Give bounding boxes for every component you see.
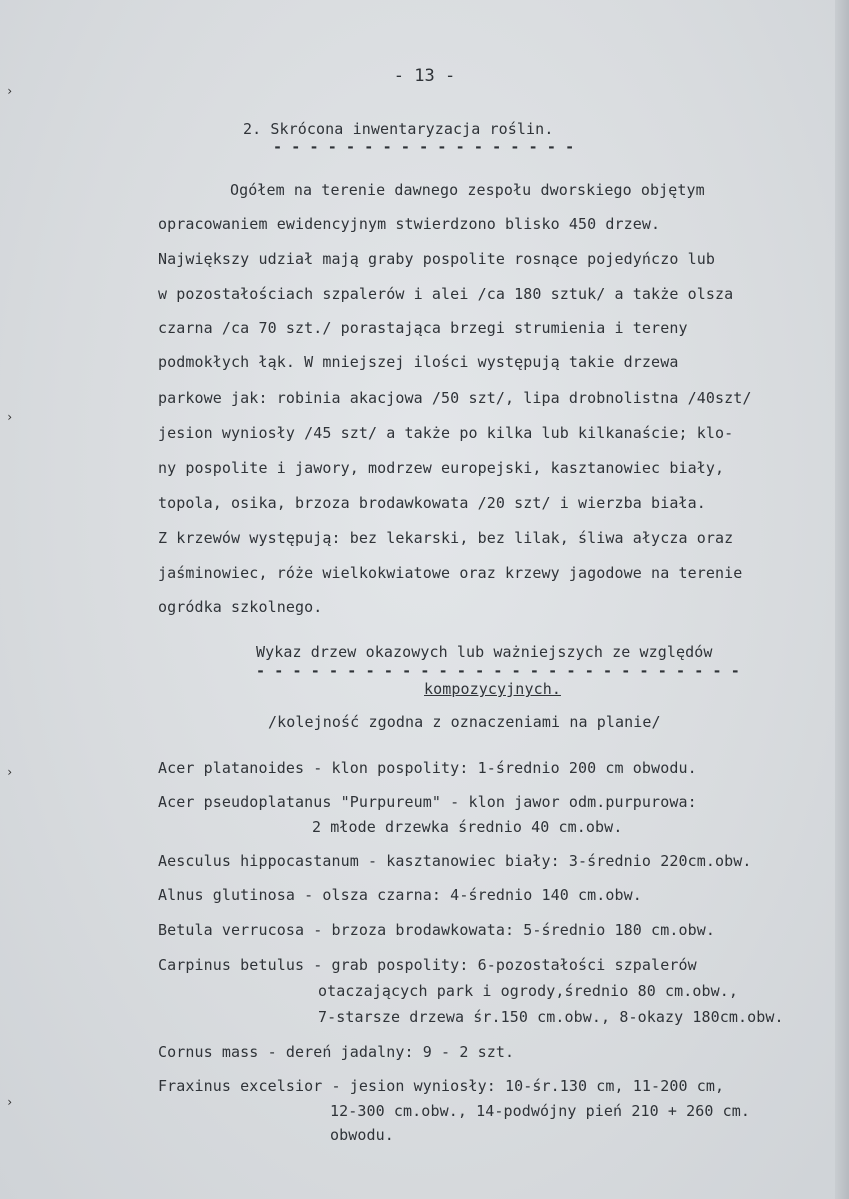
paragraph-line: podmokłych łąk. W mniejszej ilości występują takie drzewa bbox=[158, 353, 679, 371]
species-entry: Fraxinus excelsior - jesion wyniosły: 10-śr.130 cm, 11-200 cm, bbox=[158, 1077, 725, 1095]
section-heading-rule: - - - - - - - - - - - - - - - - - bbox=[273, 138, 575, 156]
paragraph-line: w pozostałościach szpalerów i alei /ca 180 sztuk/ a także olsza bbox=[158, 285, 734, 303]
list-title-continued: kompozycyjnych. bbox=[424, 680, 561, 698]
paragraph-line: ny pospolite i jawory, modrzew europejski, kasztanowiec biały, bbox=[158, 459, 725, 477]
species-entry-continued: obwodu. bbox=[330, 1126, 394, 1144]
species-entry-continued: 7-starsze drzewa śr.150 cm.obw., 8-okazy 180cm.obw. bbox=[318, 1008, 784, 1026]
list-title: Wykaz drzew okazowych lub ważniejszych ze względów bbox=[256, 643, 713, 661]
paragraph-line: ogródka szkolnego. bbox=[158, 598, 323, 616]
species-entry: Betula verrucosa - brzoza brodawkowata: 5-średnio 180 cm.obw. bbox=[158, 921, 715, 939]
species-entry: Aesculus hippocastanum - kasztanowiec biały: 3-średnio 220cm.obw. bbox=[158, 852, 752, 870]
species-entry-continued: 12-300 cm.obw., 14-podwójny pień 210 + 260 cm. bbox=[330, 1102, 751, 1120]
paragraph-line: topola, osika, brzoza brodawkowata /20 szt/ i wierzba biała. bbox=[158, 494, 706, 512]
paragraph-line: Z krzewów występują: bez lekarski, bez lilak, śliwa ałycza oraz bbox=[158, 529, 734, 547]
species-entry-continued: 2 młode drzewka średnio 40 cm.obw. bbox=[312, 818, 623, 836]
species-entry: Cornus mass - dereń jadalny: 9 - 2 szt. bbox=[158, 1043, 515, 1061]
list-subtitle: /kolejność zgodna z oznaczeniami na planie/ bbox=[268, 713, 661, 731]
paragraph-line: opracowaniem ewidencyjnym stwierdzono blisko 450 drzew. bbox=[158, 215, 661, 233]
paragraph-line: jaśminowiec, róże wielkokwiatowe oraz krzewy jagodowe na terenie bbox=[158, 564, 743, 582]
margin-mark: › bbox=[6, 84, 14, 98]
paragraph-line: Ogółem na terenie dawnego zespołu dworskiego objętym bbox=[230, 181, 705, 199]
margin-mark: › bbox=[6, 765, 14, 779]
margin-mark: › bbox=[6, 1095, 14, 1109]
species-entry-continued: otaczających park i ogrody,średnio 80 cm.obw., bbox=[318, 982, 739, 1000]
page-edge-shadow bbox=[835, 0, 849, 1199]
species-entry: Acer pseudoplatanus "Purpureum" - klon jawor odm.purpurowa: bbox=[158, 793, 697, 811]
list-title-rule: - - - - - - - - - - - - - - - - - - - - - - - - - - - bbox=[256, 662, 740, 680]
section-heading: 2. Skrócona inwentaryzacja roślin. bbox=[243, 120, 554, 138]
paragraph-line: Największy udział mają graby pospolite rosnące pojedyńczo lub bbox=[158, 250, 715, 268]
paragraph-line: czarna /ca 70 szt./ porastająca brzegi strumienia i tereny bbox=[158, 319, 688, 337]
page-number: - 13 - bbox=[393, 66, 456, 86]
species-entry: Acer platanoides - klon pospolity: 1-średnio 200 cm obwodu. bbox=[158, 759, 697, 777]
species-entry: Alnus glutinosa - olsza czarna: 4-średnio 140 cm.obw. bbox=[158, 886, 642, 904]
species-entry: Carpinus betulus - grab pospolity: 6-pozostałości szpalerów bbox=[158, 956, 697, 974]
paragraph-line: parkowe jak: robinia akacjowa /50 szt/, lipa drobnolistna /40szt/ bbox=[158, 389, 752, 407]
margin-mark: › bbox=[6, 410, 14, 424]
paragraph-line: jesion wyniosły /45 szt/ a także po kilka lub kilkanaście; klo- bbox=[158, 424, 734, 442]
